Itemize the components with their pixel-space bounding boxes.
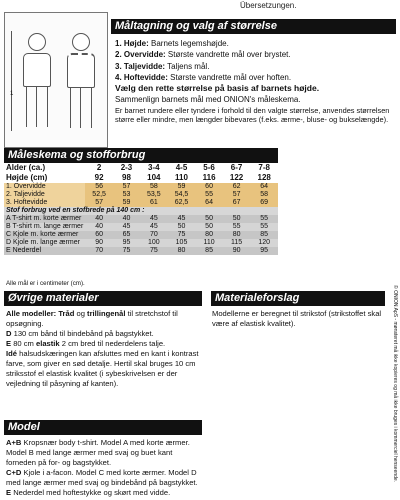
table-row: A T-shirt m. korte ærmer 40 40 45 45 50 50 55 [4, 215, 278, 223]
child-front-figure [21, 33, 53, 129]
other-materials-title: Øvrige materialer [4, 291, 202, 306]
table-row: 2. Taljevidde 52,5 53 53,5 54,5 55 57 58 [4, 191, 278, 199]
table-row: 3. Hoftevidde 57 59 61 62,5 64 67 69 [4, 199, 278, 207]
model-section-title: Model [4, 420, 202, 435]
size-table [4, 163, 278, 255]
top-note: Übersetzungen. [240, 1, 297, 10]
choose-size-text: Vælg den rette størrelse på basis af barnets højde. [115, 83, 320, 94]
measure-section-title: Måltagning og valg af størrelse [111, 19, 396, 34]
chart-section-title: Måleskema og stofforbrug [4, 148, 278, 163]
table-row: Højde (cm) 92 98 104 110 116 122 128 [4, 173, 278, 183]
table-row: C Kjole m. korte ærmer 60 65 70 75 80 80 85 [4, 231, 278, 239]
step-2: 2. Overvidde: Største vandrette mål over brystet. [115, 50, 291, 60]
model-description: A+B Kropsnær body t-shirt. Model A med korte ærmer. Model B med lange ærmer med svaj og buet kant forneden på for- og bagstykket. C+D Kjole i a-facon. Model C med korte ærmer. Model D med lange ærmer med svaj og bindebånd på bagstykket. E Nederdel med hoftestykke og skørt med vidde. [6, 438, 198, 497]
step-4: 4. Hoftevidde: Største vandrette mål over hoften. [115, 72, 292, 82]
compare-text: Sammenlign barnets mål med ONION's måleskema. [115, 95, 301, 105]
other-materials-text: Alle modeller: Tråd og trillingenål til stretchstof til opsøgning. D 130 cm bånd til bindebånd på bagstykket. E 80 cm elastik 2 cm bred til nederdelens talje. Idé halsudskæringen kan afsluttes med en kant i kontrast farve, som giver en sød detalje. Hertil skal bruges 10 cm striksstof el elastisk kvalitet (i sybeskrivelsen er der vejledning til påsyning af kanten). [6, 309, 199, 388]
size-info-text: Er barnet rundere eller tyndere i forhold til den valgte størrelse, anvendes størrelsen større eller mindre, men længder bibevares (f.eks. ærme-, bluse- og bukselængde). [115, 105, 390, 125]
table-row: Stof forbrug ved en stofbrede på 140 cm : [4, 207, 278, 215]
table-note: Alle mål er i centimeter (cm). [6, 280, 85, 287]
material-suggestion-text: Modellerne er beregnet til strikstof (strikstoffet skal være af elastisk kvalitet). [212, 309, 382, 328]
table-row: B T-shirt m. lange ærmer 40 45 45 50 50 55 55 [4, 223, 278, 231]
step-3: 3. Taljevidde: Taljens mål. [115, 61, 210, 71]
material-suggestion-title: Materialeforslag [211, 291, 385, 306]
copyright-side-text: © ONION ApS - mønsteret må ikke kopieres og må ikke bruges i kommerciel henseende. [392, 285, 398, 483]
step-1: 1. Højde: Barnets legemshøjde. [115, 39, 229, 48]
ruler-label: 1 [10, 91, 14, 97]
table-row: D Kjole m. lange ærmer 90 95 100 105 110 115 120 [4, 239, 278, 247]
height-ruler [11, 31, 12, 131]
measurement-figure [4, 12, 108, 148]
table-row: Alder (ca.) 2 2-3 3-4 4-5 5-6 6-7 7-8 [4, 163, 278, 173]
measure-instructions [115, 38, 397, 125]
child-measure-figure [65, 33, 97, 129]
table-row: 1. Overvidde 56 57 58 59 60 62 64 [4, 183, 278, 191]
table-row: E Nederdel 70 75 75 80 85 90 95 [4, 247, 278, 255]
